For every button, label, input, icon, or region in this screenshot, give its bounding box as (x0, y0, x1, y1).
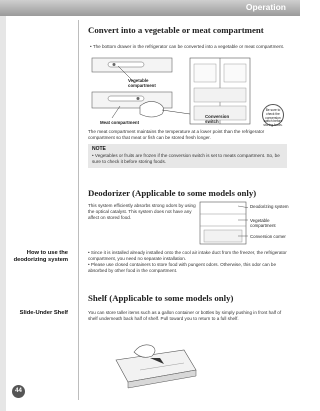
note-title: NOTE (92, 146, 106, 152)
conversion-switch-label: Conversion switch (205, 114, 230, 124)
section-title-shelf: Shelf (Applicable to some models only) (88, 293, 234, 303)
shelf-drawing (110, 330, 200, 400)
header-title: Operation (245, 2, 286, 12)
left-margin-strip (0, 16, 6, 411)
meat-compartment-label: Meat compartment (100, 120, 140, 125)
conversion-corner-label: Conversion corner (250, 234, 286, 239)
meat-compartment-description: The meat compartment maintains the temperature at a lower point than the refrigerator compartment so that meat or fish can be stored fresh longer. (88, 129, 265, 140)
convert-bullet: • The bottom drawer in the refrigerator can be converted into a vegetable or meat compartment. (90, 44, 290, 50)
shelf-illustration (110, 330, 200, 400)
deodorizer-description: This system efficiently absorbs strong odors by using the optical catalyst. This system does not have any affect on stored food. (88, 203, 196, 220)
column-divider (78, 20, 79, 400)
drawer-drawing (90, 56, 290, 128)
side-label-deodorizing: How to use the deodorizing system (13, 250, 68, 263)
side-label-slide-under-shelf: Slide-Under Shelf (19, 310, 68, 316)
check-switch-callout: Be sure to check the conversion switch before storing foods. (262, 104, 284, 126)
deodorizer-illustration (198, 200, 248, 246)
vegetable-compartment-label-2: Vegetable compartment (250, 218, 276, 228)
deodorizing-system-label: Deodorizing system (250, 204, 289, 209)
section-title-convert: Convert into a vegetable or meat compartment (88, 25, 264, 35)
vegetable-compartment-label: Vegetable compartment (128, 78, 156, 88)
drawer-illustration (90, 56, 290, 128)
deodorizer-bullet-1: • Since it is installed already installed onto the cool air intake duct from the freezer, the refrigerator compartment, you need no separate installation. (88, 250, 288, 262)
section-title-deodorizer: Deodorizer (Applicable to some models only) (88, 188, 257, 198)
page-number: 44 (12, 385, 25, 398)
deodorizer-bullet-2: • Please use closed containers to store food with pungent odors. Otherwise, this odor can be absorbed by other food in the compartment. (88, 262, 288, 274)
note-text: • Vegetables or fruits are frozen if the conversion switch is set to meats compartment. So, be sure to check it before storing foods. (92, 153, 282, 165)
shelf-description: You can store taller items such as a gallon container or bottles by simply pushing in front half of shelf underneath back half of shelf. Pull toward you to return to a full shelf. (88, 310, 282, 321)
deodorizer-drawing (198, 200, 248, 246)
